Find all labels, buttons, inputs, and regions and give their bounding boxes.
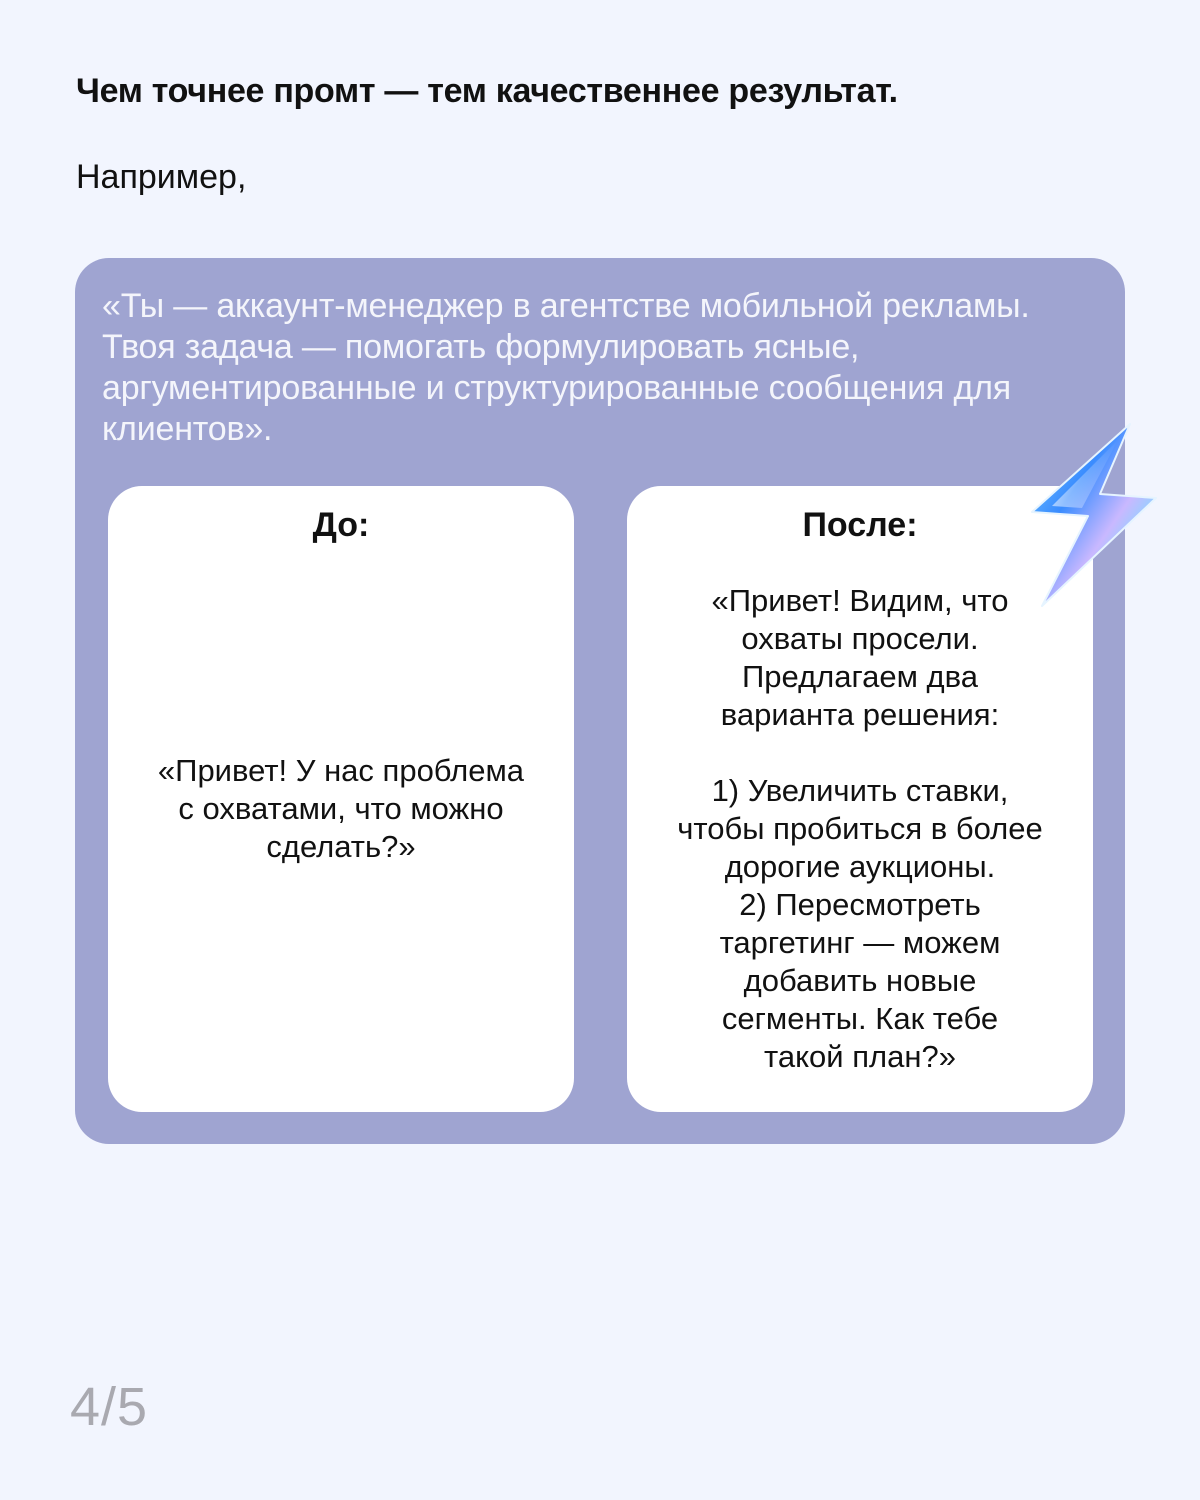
before-card-text: «Привет! У нас проблема с охватами, что можно сделать?»: [157, 753, 525, 864]
lightning-bolt-icon: [1022, 420, 1162, 610]
example-panel: [75, 258, 1125, 1144]
after-card-title: После:: [802, 506, 918, 544]
headline: Чем точнее промт — тем качественнее результат.: [76, 72, 898, 110]
before-card: [108, 486, 574, 1112]
role-prompt-quote: «Ты — аккаунт-менеджер в агентстве мобильной рекламы. Твоя задача — помогать формулировать ясные, аргументированные и структурированные сообщения для клиентов».: [102, 287, 1030, 448]
intro-text: Например,: [76, 158, 247, 196]
before-card-title: До:: [312, 506, 370, 544]
after-card-text: «Привет! Видим, что охваты просели. Предлагаем два варианта решения: 1) Увеличить ставки, чтобы пробиться в более дорогие аукционы. 2) Пересмотреть таргетинг — можем добавить новые сегменты. Как тебе такой план?»: [677, 583, 1043, 1074]
page-counter: 4/5: [70, 1377, 149, 1437]
